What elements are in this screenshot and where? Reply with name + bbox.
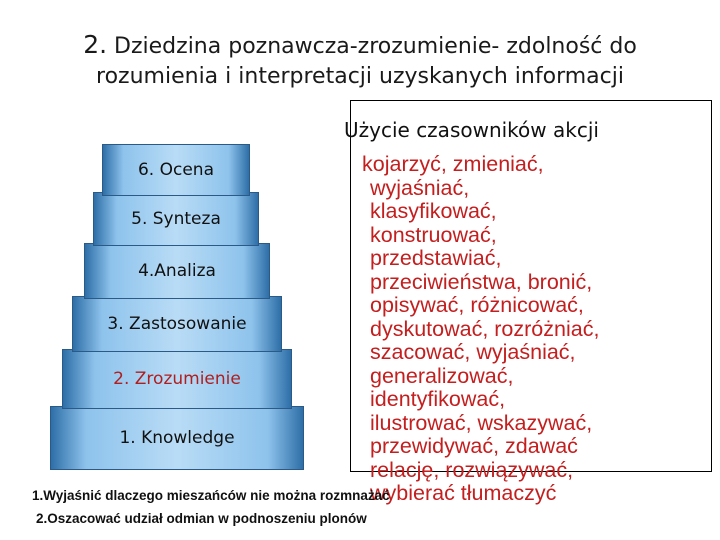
verb-line: wybierać tłumaczyć bbox=[370, 481, 557, 505]
pyramid-level-4: 4.Analiza bbox=[84, 243, 270, 299]
verb-line: relację, rozwiązywać, bbox=[370, 457, 574, 482]
verb-line: szacować, wyjaśniać, bbox=[370, 340, 576, 364]
verb-line: przedstawiać, bbox=[370, 246, 502, 270]
verb-line: dyskutować, rozróżniać, bbox=[370, 316, 600, 341]
question-2: 2.Oszacować udział odmian w podnoszeniu plonów bbox=[36, 511, 367, 526]
slide-title-line2: rozumienia i interpretacji uzyskanych informacji bbox=[96, 64, 624, 89]
verb-line: opisywać, różnicować, bbox=[370, 293, 584, 317]
verb-line: klasyfikować, bbox=[370, 199, 497, 223]
verb-line: kojarzyć, zmieniać, bbox=[362, 152, 544, 176]
title-text: Dziedzina poznawcza-zrozumienie- zdolność do bbox=[114, 34, 637, 59]
verb-line: generalizować, bbox=[370, 363, 514, 388]
pyramid-level-2: 2. Zrozumienie bbox=[62, 349, 292, 409]
verb-line: przeciwieństwa, bronić, bbox=[370, 269, 593, 294]
verb-line: konstruować, bbox=[370, 222, 497, 247]
pyramid-level-6: 6. Ocena bbox=[102, 144, 250, 196]
question-1: 1.Wyjaśnić dlaczego mieszańców nie można rozmnażać bbox=[32, 488, 390, 503]
verbs-heading: Użycie czasowników akcji bbox=[344, 118, 599, 142]
verbs-list bbox=[362, 153, 720, 506]
verb-line: ilustrować, wskazywać, bbox=[370, 410, 593, 435]
title-number: 2. bbox=[83, 30, 108, 59]
verb-line: wyjaśniać, bbox=[370, 175, 470, 200]
pyramid-level-3: 3. Zastosowanie bbox=[72, 296, 282, 352]
pyramid-level-5: 5. Synteza bbox=[93, 192, 259, 246]
pyramid-level-1: 1. Knowledge bbox=[50, 406, 304, 470]
verb-line: identyfikować, bbox=[370, 387, 506, 411]
slide-title-line1 bbox=[0, 30, 720, 59]
verb-line: przewidywać, zdawać bbox=[370, 434, 578, 458]
